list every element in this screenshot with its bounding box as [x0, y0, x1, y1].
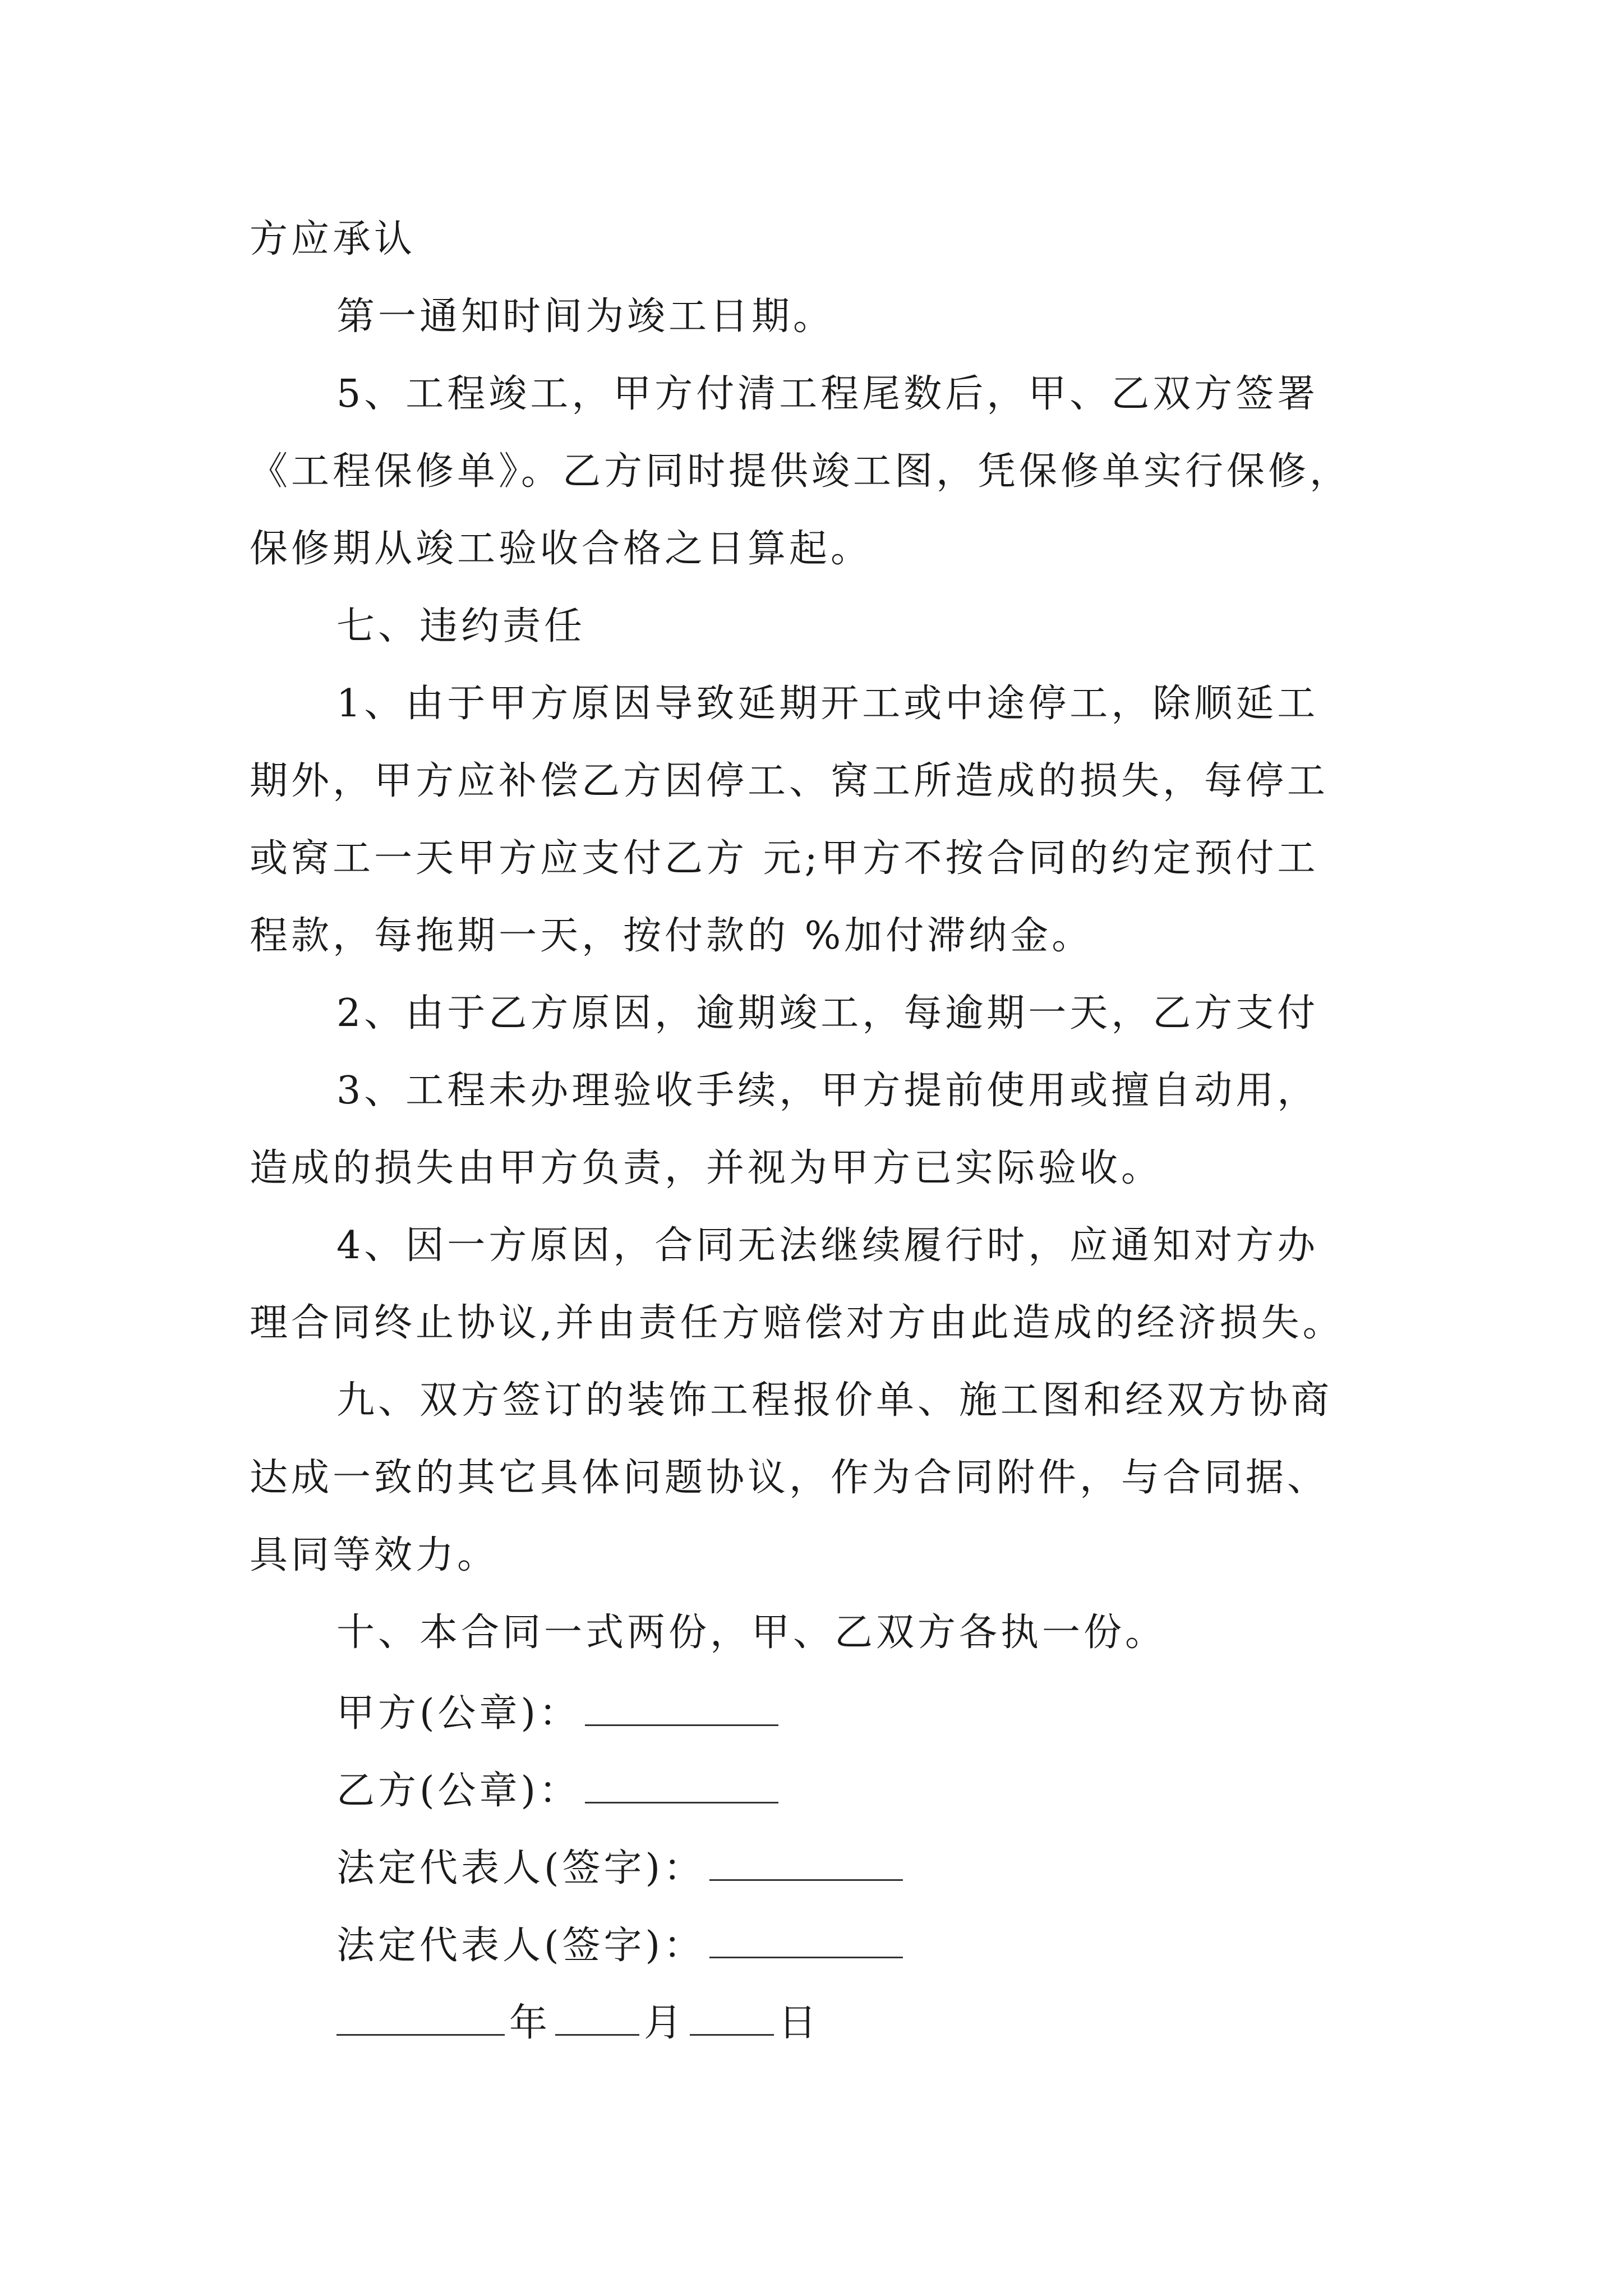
text-line-5: 保修期从竣工验收合格之日算起。 — [250, 527, 873, 571]
signature-party-b-blank[interactable] — [585, 1763, 778, 1803]
text-line-12: 3、工程未办理验收手续，甲方提前使用或擅自动用， — [336, 1069, 1319, 1113]
signature-rep-b — [336, 1917, 907, 1971]
text-line-18: 具同等效力。 — [250, 1533, 499, 1577]
signature-party-b-label: 乙方(公章)： — [336, 1769, 581, 1813]
text-line-4: 《工程保修单》。乙方同时提供竣工图，凭保修单实行保修， — [250, 449, 1352, 494]
signature-party-a-label: 甲方(公章)： — [336, 1691, 581, 1736]
text-line-2: 第一通知时间为竣工日期。 — [336, 295, 835, 339]
signature-rep-b-label: 法定代表人(签字)： — [336, 1924, 706, 1968]
date-year-label: 年 — [509, 2001, 551, 2045]
signature-party-a-blank[interactable] — [585, 1685, 778, 1726]
date-day-label: 日 — [778, 2001, 820, 2045]
text-line-9: 或窝工一天甲方应支付乙方 元;甲方不按合同的约定预付工 — [250, 836, 1319, 881]
signature-rep-a-blank[interactable] — [709, 1840, 903, 1881]
text-line-11: 2、由于乙方原因，逾期竣工，每逾期一天，乙方支付 — [336, 991, 1319, 1036]
text-line-14: 4、因一方原因，合同无法继续履行时，应通知对方办 — [336, 1223, 1319, 1268]
text-line-16: 九、双方签订的装饰工程报价单、施工图和经双方协商 — [336, 1378, 1333, 1423]
signature-party-a — [336, 1685, 783, 1739]
signature-date — [336, 1995, 820, 2049]
text-line-3: 5、工程竣工，甲方付清工程尾数后，甲、乙双方签署 — [336, 372, 1319, 416]
date-year-blank[interactable] — [336, 1995, 505, 2036]
text-line-19: 十、本合同一式两份，甲、乙双方各执一份。 — [336, 1611, 1167, 1655]
text-line-8: 期外，甲方应补偿乙方因停工、窝工所造成的损失，每停工 — [250, 759, 1329, 803]
signature-rep-b-blank[interactable] — [709, 1917, 903, 1958]
text-line-17: 达成一致的其它具体问题协议，作为合同附件，与合同据、 — [250, 1456, 1329, 1500]
signature-party-b — [336, 1763, 783, 1816]
text-line-15: 理合同终止协议,并由责任方赔偿对方由此造成的经济损失。 — [250, 1301, 1344, 1345]
text-line-10: 程款，每拖期一天，按付款的 %加付滞纳金。 — [250, 914, 1094, 958]
date-day-blank[interactable] — [690, 1995, 774, 2036]
text-line-1: 方应承认 — [250, 217, 416, 261]
date-month-label: 月 — [644, 2001, 686, 2045]
date-month-blank[interactable] — [555, 1995, 639, 2036]
text-line-13: 造成的损失由甲方负责，并视为甲方已实际验收。 — [250, 1146, 1163, 1190]
text-line-7: 1、由于甲方原因导致延期开工或中途停工，除顺延工 — [336, 682, 1319, 726]
section-heading-breach: 七、违约责任 — [336, 604, 586, 648]
signature-rep-a — [336, 1840, 907, 1894]
signature-rep-a-label: 法定代表人(签字)： — [336, 1846, 706, 1890]
